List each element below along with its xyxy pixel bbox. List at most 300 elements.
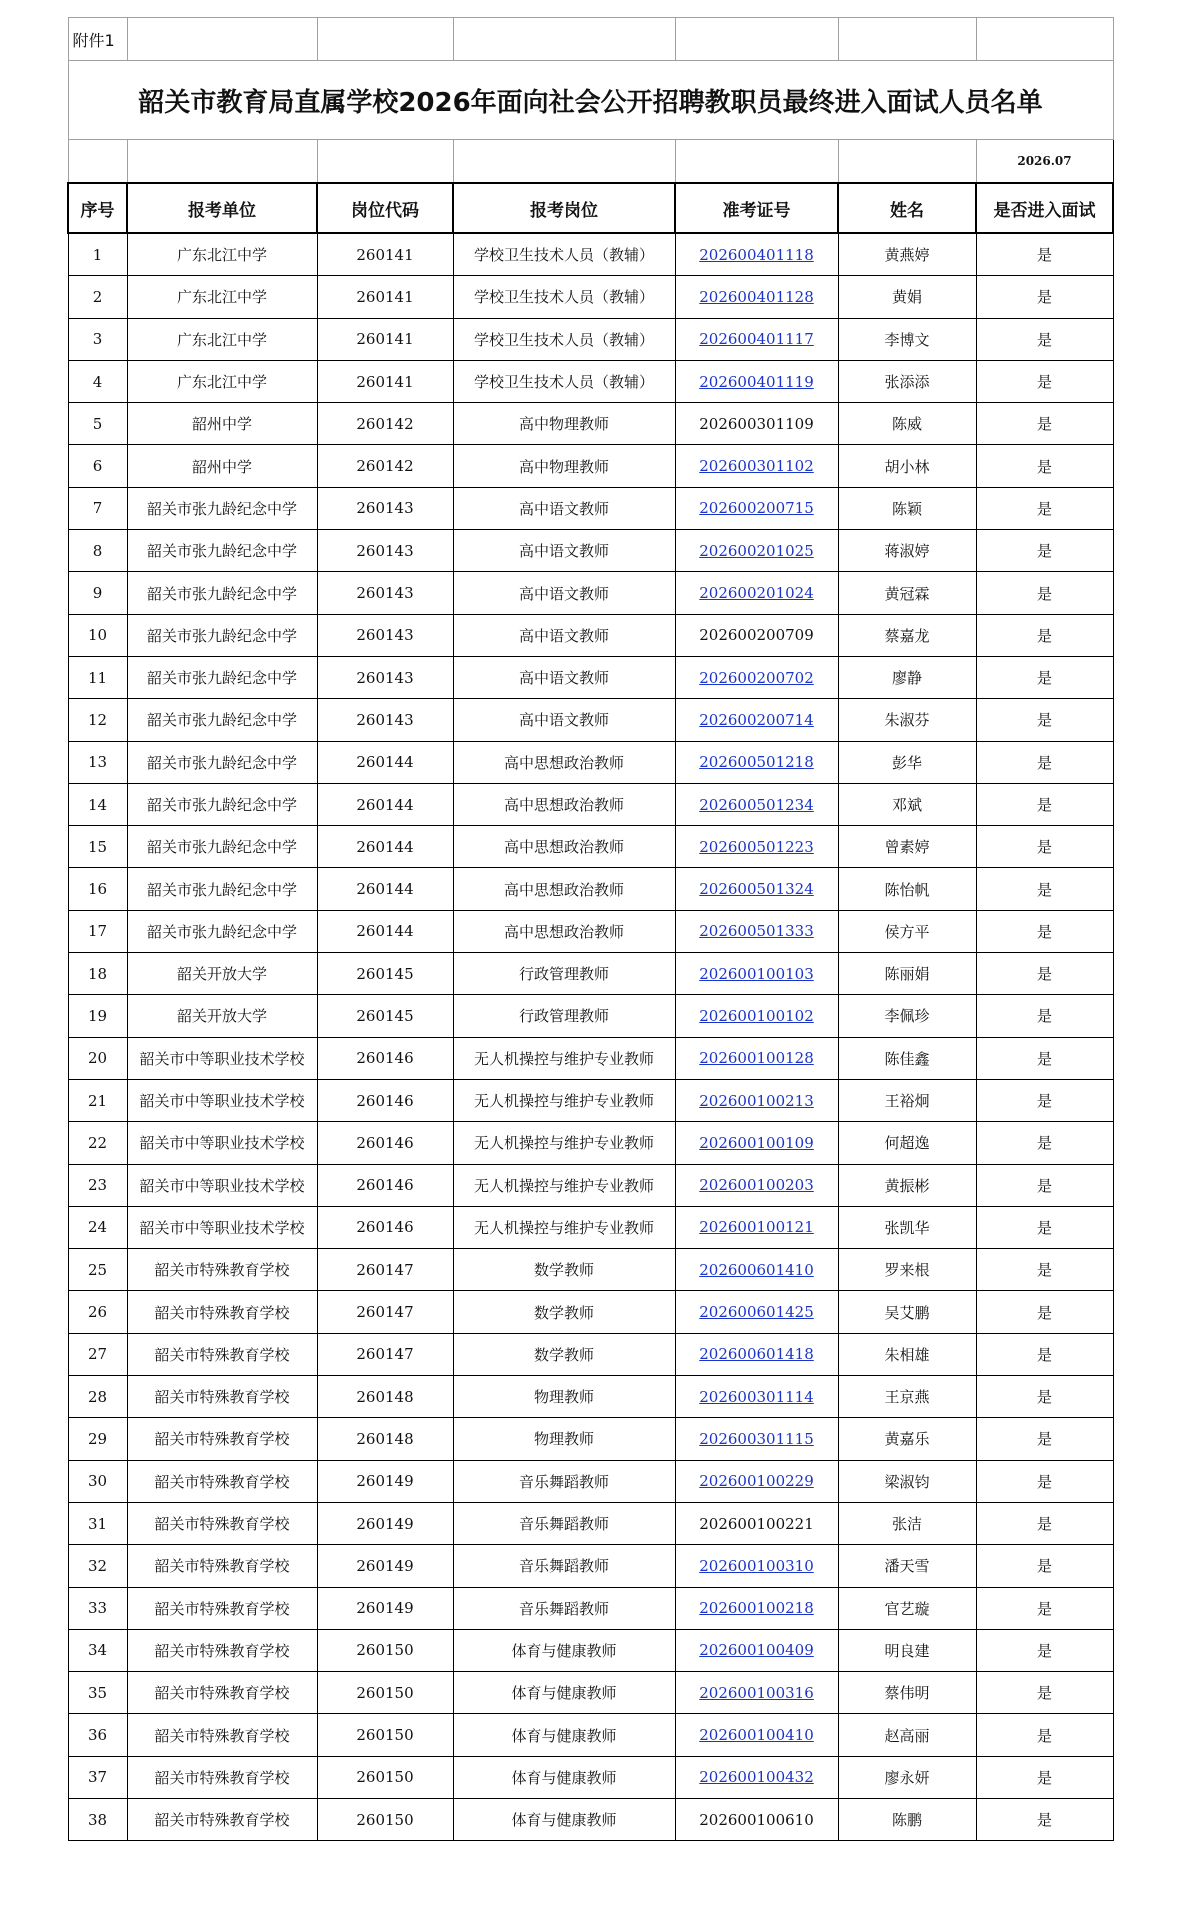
row-number-cell: 11 [68,656,127,698]
name-cell: 吴艾鹏 [838,1291,976,1333]
table-row [68,1037,1113,1079]
name-cell: 陈威 [838,403,976,445]
interview-status-cell: 是 [976,1079,1113,1121]
post-cell: 高中语文教师 [453,699,675,741]
ticket-number-cell [675,699,838,741]
table-row [68,403,1113,445]
ticket-number-link[interactable]: 202600100310 [699,1556,814,1575]
ticket-number-cell: 202600200709 [675,614,838,656]
table-row [68,741,1113,783]
unit-cell: 韶关市特殊教育学校 [127,1502,317,1544]
interview-status-cell: 是 [976,1122,1113,1164]
ticket-number-cell: 202600100610 [675,1798,838,1840]
ticket-number-link[interactable]: 202600601418 [699,1345,814,1364]
post-cell: 无人机操控与维护专业教师 [453,1079,675,1121]
row-number-cell: 12 [68,699,127,741]
empty-cell[interactable] [675,18,838,61]
post-code-cell: 260144 [317,783,453,825]
row-number-cell: 31 [68,1502,127,1544]
ticket-number-cell [675,826,838,868]
row-number-cell: 13 [68,741,127,783]
row-number-cell: 2 [68,276,127,318]
unit-cell: 韶关市张九龄纪念中学 [127,614,317,656]
post-code-cell: 260141 [317,360,453,402]
post-code-cell: 260147 [317,1333,453,1375]
name-cell: 邓斌 [838,783,976,825]
ticket-number-cell [675,910,838,952]
post-cell: 体育与健康教师 [453,1629,675,1671]
ticket-number-link[interactable]: 202600100213 [699,1091,814,1110]
post-cell: 无人机操控与维护专业教师 [453,1122,675,1164]
interview-status-cell: 是 [976,783,1113,825]
ticket-number-link[interactable]: 202600501223 [699,837,814,856]
post-cell: 高中思想政治教师 [453,868,675,910]
post-cell: 体育与健康教师 [453,1714,675,1756]
post-code-cell: 260143 [317,487,453,529]
unit-cell: 韶关市张九龄纪念中学 [127,783,317,825]
post-code-cell: 260148 [317,1418,453,1460]
ticket-number-cell [675,1291,838,1333]
table-row [68,572,1113,614]
unit-cell: 韶关市张九龄纪念中学 [127,530,317,572]
unit-cell: 韶关市张九龄纪念中学 [127,741,317,783]
name-cell: 王裕炯 [838,1079,976,1121]
post-code-cell: 260141 [317,318,453,360]
unit-cell: 韶关市特殊教育学校 [127,1587,317,1629]
publish-date: 2026.07 [976,140,1113,184]
ticket-number-cell [675,1206,838,1248]
name-cell: 张添添 [838,360,976,402]
post-code-cell: 260145 [317,953,453,995]
ticket-number-link[interactable]: 202600401119 [699,372,814,391]
post-code-cell: 260143 [317,656,453,698]
name-cell: 彭华 [838,741,976,783]
post-code-cell: 260148 [317,1376,453,1418]
unit-cell: 广东北江中学 [127,360,317,402]
post-cell: 学校卫生技术人员（教辅） [453,360,675,402]
row-number-cell: 14 [68,783,127,825]
ticket-number-link[interactable]: 202600301102 [699,457,814,476]
table-row [68,1376,1113,1418]
post-code-cell: 260146 [317,1164,453,1206]
ticket-number-link[interactable]: 202600100409 [699,1641,814,1660]
ticket-number-cell [675,868,838,910]
ticket-number-link[interactable]: 202600200714 [699,710,814,729]
table-row [68,233,1113,276]
unit-cell: 韶关市张九龄纪念中学 [127,910,317,952]
ticket-number-cell [675,1376,838,1418]
table-row [68,360,1113,402]
unit-cell: 韶关市张九龄纪念中学 [127,699,317,741]
empty-cell[interactable] [453,18,675,61]
row-number-cell: 20 [68,1037,127,1079]
unit-cell: 韶州中学 [127,445,317,487]
post-code-cell: 260143 [317,572,453,614]
name-cell: 曾素婷 [838,826,976,868]
ticket-number-cell [675,1333,838,1375]
ticket-number-link[interactable]: 202600401117 [699,330,814,349]
empty-cell[interactable] [838,140,976,184]
ticket-number-cell [675,1249,838,1291]
interview-status-cell: 是 [976,1376,1113,1418]
table-row [68,783,1113,825]
name-cell: 黄娟 [838,276,976,318]
interview-status-cell: 是 [976,318,1113,360]
ticket-number-link[interactable]: 202600501324 [699,880,814,899]
unit-cell: 韶关市特殊教育学校 [127,1672,317,1714]
interview-status-cell: 是 [976,1333,1113,1375]
name-cell: 赵高丽 [838,1714,976,1756]
table-row [68,1545,1113,1587]
ticket-number-link[interactable]: 202600601425 [699,1303,814,1322]
table-row [68,1587,1113,1629]
ticket-number-link[interactable]: 202600100316 [699,1683,814,1702]
row-number-cell: 37 [68,1756,127,1798]
interview-status-cell: 是 [976,995,1113,1037]
post-cell: 高中语文教师 [453,614,675,656]
row-number-cell: 10 [68,614,127,656]
post-code-cell: 260147 [317,1291,453,1333]
post-cell: 无人机操控与维护专业教师 [453,1037,675,1079]
post-cell: 高中思想政治教师 [453,783,675,825]
post-code-cell: 260142 [317,403,453,445]
post-code-cell: 260150 [317,1672,453,1714]
interview-status-cell: 是 [976,614,1113,656]
interview-status-cell: 是 [976,1714,1113,1756]
post-code-cell: 260146 [317,1037,453,1079]
interview-status-cell: 是 [976,1249,1113,1291]
unit-cell: 韶关市张九龄纪念中学 [127,572,317,614]
row-number-cell: 8 [68,530,127,572]
interview-status-cell: 是 [976,868,1113,910]
ticket-number-cell [675,783,838,825]
name-cell: 胡小林 [838,445,976,487]
post-cell: 物理教师 [453,1376,675,1418]
unit-cell: 韶关市特殊教育学校 [127,1714,317,1756]
row-number-cell: 1 [68,233,127,276]
table-row [68,868,1113,910]
ticket-number-cell [675,318,838,360]
interview-status-cell: 是 [976,1037,1113,1079]
ticket-number-cell [675,1672,838,1714]
ticket-number-link[interactable]: 202600200715 [699,499,814,518]
row-number-cell: 34 [68,1629,127,1671]
post-code-cell: 260145 [317,995,453,1037]
ticket-number-link[interactable]: 202600201025 [699,541,814,560]
name-cell: 侯方平 [838,910,976,952]
name-cell: 黄燕婷 [838,233,976,276]
post-cell: 学校卫生技术人员（教辅） [453,233,675,276]
unit-cell: 广东北江中学 [127,233,317,276]
post-code-cell: 260149 [317,1502,453,1544]
unit-cell: 韶关市张九龄纪念中学 [127,826,317,868]
interview-status-cell: 是 [976,1672,1113,1714]
table-row [68,699,1113,741]
ticket-number-cell [675,1418,838,1460]
table-body [68,233,1113,1841]
table-row [68,1418,1113,1460]
post-code-cell: 260150 [317,1798,453,1840]
name-cell: 张洁 [838,1502,976,1544]
ticket-number-cell [675,487,838,529]
post-code-cell: 260141 [317,276,453,318]
name-cell: 陈丽娟 [838,953,976,995]
ticket-number-link[interactable]: 202600100410 [699,1726,814,1745]
ticket-number-cell [675,530,838,572]
post-code-cell: 260150 [317,1756,453,1798]
interview-status-cell: 是 [976,953,1113,995]
name-cell: 朱淑芬 [838,699,976,741]
empty-cell[interactable] [127,140,317,184]
ticket-number-link[interactable]: 202600100218 [699,1599,814,1618]
ticket-number-cell [675,953,838,995]
page-title: 韶关市教育局直属学校2026年面向社会公开招聘教职员最终进入面试人员名单 [68,61,1113,140]
row-number-cell: 15 [68,826,127,868]
post-code-cell: 260143 [317,530,453,572]
table-row [68,1249,1113,1291]
row-number-cell: 30 [68,1460,127,1502]
ticket-number-cell [675,1460,838,1502]
post-cell: 高中语文教师 [453,656,675,698]
table-row [68,1079,1113,1121]
row-number-cell: 24 [68,1206,127,1248]
post-cell: 体育与健康教师 [453,1756,675,1798]
interview-status-cell: 是 [976,1629,1113,1671]
ticket-number-cell [675,276,838,318]
interview-status-cell: 是 [976,1502,1113,1544]
post-code-cell: 260144 [317,910,453,952]
post-cell: 数学教师 [453,1291,675,1333]
post-cell: 音乐舞蹈教师 [453,1460,675,1502]
name-cell: 陈颖 [838,487,976,529]
row-number-cell: 18 [68,953,127,995]
table-row [68,1333,1113,1375]
row-number-cell: 29 [68,1418,127,1460]
ticket-number-link[interactable]: 202600501333 [699,922,814,941]
post-cell: 高中思想政治教师 [453,826,675,868]
row-number-cell: 25 [68,1249,127,1291]
name-cell: 官艺璇 [838,1587,976,1629]
date-row [68,140,1113,184]
ticket-number-link[interactable]: 202600501234 [699,795,814,814]
ticket-number-link[interactable]: 202600100102 [699,1006,814,1025]
row-number-cell: 5 [68,403,127,445]
ticket-number-link[interactable]: 202600100229 [699,1472,814,1491]
ticket-number-cell [675,741,838,783]
ticket-number-link[interactable]: 202600200702 [699,668,814,687]
interview-status-cell: 是 [976,1460,1113,1502]
interview-status-cell: 是 [976,741,1113,783]
post-cell: 高中语文教师 [453,572,675,614]
unit-cell: 韶关开放大学 [127,953,317,995]
name-cell: 梁淑钧 [838,1460,976,1502]
column-header-no: 序号 [68,183,127,233]
empty-cell[interactable] [976,18,1113,61]
unit-cell: 韶关市特殊教育学校 [127,1629,317,1671]
ticket-number-link[interactable]: 202600100103 [699,964,814,983]
post-code-cell: 260141 [317,233,453,276]
ticket-number-cell [675,1122,838,1164]
post-code-cell: 260149 [317,1545,453,1587]
ticket-number-link[interactable]: 202600301114 [699,1387,814,1406]
name-cell: 黄振彬 [838,1164,976,1206]
empty-cell[interactable] [68,140,127,184]
table-row [68,995,1113,1037]
row-number-cell: 36 [68,1714,127,1756]
unit-cell: 韶关市中等职业技术学校 [127,1079,317,1121]
post-cell: 数学教师 [453,1249,675,1291]
table-row [68,1164,1113,1206]
interview-status-cell: 是 [976,1418,1113,1460]
post-cell: 无人机操控与维护专业教师 [453,1206,675,1248]
ticket-number-cell [675,1587,838,1629]
row-number-cell: 27 [68,1333,127,1375]
interview-status-cell: 是 [976,1164,1113,1206]
table-row [68,1798,1113,1840]
post-cell: 行政管理教师 [453,995,675,1037]
table-row [68,614,1113,656]
column-header-ticket: 准考证号 [675,183,838,233]
column-header-interview: 是否进入面试 [976,183,1113,233]
header-row [68,183,1113,233]
interview-status-cell: 是 [976,699,1113,741]
name-cell: 朱相雄 [838,1333,976,1375]
unit-cell: 韶关市特殊教育学校 [127,1756,317,1798]
interview-status-cell: 是 [976,1587,1113,1629]
post-code-cell: 260147 [317,1249,453,1291]
ticket-number-link[interactable]: 202600401128 [699,287,814,306]
post-cell: 物理教师 [453,1418,675,1460]
unit-cell: 韶关市特殊教育学校 [127,1460,317,1502]
post-cell: 无人机操控与维护专业教师 [453,1164,675,1206]
unit-cell: 韶关开放大学 [127,995,317,1037]
table-row [68,1629,1113,1671]
column-header-post: 报考岗位 [453,183,675,233]
table-row [68,826,1113,868]
row-number-cell: 6 [68,445,127,487]
post-code-cell: 260146 [317,1079,453,1121]
empty-cell[interactable] [317,140,453,184]
post-cell: 数学教师 [453,1333,675,1375]
name-cell: 黄嘉乐 [838,1418,976,1460]
attachment-row [68,18,1113,61]
ticket-number-link[interactable]: 202600601410 [699,1260,814,1279]
post-code-cell: 260149 [317,1587,453,1629]
interview-status-cell: 是 [976,1756,1113,1798]
ticket-number-cell [675,1079,838,1121]
post-cell: 体育与健康教师 [453,1798,675,1840]
table-row [68,318,1113,360]
table-row [68,1206,1113,1248]
post-code-cell: 260146 [317,1206,453,1248]
ticket-number-cell [675,1037,838,1079]
name-cell: 李博文 [838,318,976,360]
unit-cell: 韶关市特殊教育学校 [127,1249,317,1291]
interview-status-cell: 是 [976,826,1113,868]
table-row [68,1756,1113,1798]
row-number-cell: 3 [68,318,127,360]
table-row [68,1122,1113,1164]
unit-cell: 韶关市特殊教育学校 [127,1545,317,1587]
ticket-number-link[interactable]: 202600100432 [699,1768,814,1787]
name-cell: 陈怡帆 [838,868,976,910]
interview-status-cell: 是 [976,530,1113,572]
ticket-number-link[interactable]: 202600100121 [699,1218,814,1237]
interview-status-cell: 是 [976,1798,1113,1840]
table-row [68,1291,1113,1333]
row-number-cell: 38 [68,1798,127,1840]
empty-cell[interactable] [317,18,453,61]
column-header-code: 岗位代码 [317,183,453,233]
ticket-number-link[interactable]: 202600401118 [699,245,814,264]
interview-status-cell: 是 [976,1545,1113,1587]
post-cell: 音乐舞蹈教师 [453,1545,675,1587]
ticket-number-cell [675,1714,838,1756]
ticket-number-link[interactable]: 202600501218 [699,753,814,772]
table-row [68,656,1113,698]
ticket-number-link[interactable]: 202600301115 [699,1429,814,1448]
interview-status-cell: 是 [976,403,1113,445]
table-row [68,530,1113,572]
candidate-list-table [67,17,1114,1841]
ticket-number-cell: 202600100221 [675,1502,838,1544]
name-cell: 李佩珍 [838,995,976,1037]
interview-status-cell: 是 [976,1206,1113,1248]
post-code-cell: 260150 [317,1629,453,1671]
post-cell: 体育与健康教师 [453,1672,675,1714]
ticket-number-link[interactable]: 202600201024 [699,584,814,603]
post-cell: 学校卫生技术人员（教辅） [453,318,675,360]
empty-cell[interactable] [838,18,976,61]
row-number-cell: 22 [68,1122,127,1164]
ticket-number-cell [675,360,838,402]
row-number-cell: 7 [68,487,127,529]
name-cell: 明良建 [838,1629,976,1671]
ticket-number-link[interactable]: 202600100203 [699,1176,814,1195]
post-code-cell: 260142 [317,445,453,487]
name-cell: 黄冠霖 [838,572,976,614]
interview-status-cell: 是 [976,487,1113,529]
table-row [68,276,1113,318]
interview-status-cell: 是 [976,276,1113,318]
name-cell: 廖永妍 [838,1756,976,1798]
unit-cell: 韶关市特殊教育学校 [127,1418,317,1460]
table-row [68,445,1113,487]
post-cell: 高中思想政治教师 [453,910,675,952]
ticket-number-cell [675,1629,838,1671]
post-code-cell: 260149 [317,1460,453,1502]
empty-cell[interactable] [453,140,675,184]
name-cell: 张凯华 [838,1206,976,1248]
post-code-cell: 260150 [317,1714,453,1756]
ticket-number-link[interactable]: 202600100109 [699,1133,814,1152]
name-cell: 陈佳鑫 [838,1037,976,1079]
interview-status-cell: 是 [976,445,1113,487]
row-number-cell: 32 [68,1545,127,1587]
post-cell: 音乐舞蹈教师 [453,1502,675,1544]
post-cell: 高中物理教师 [453,403,675,445]
post-code-cell: 260144 [317,868,453,910]
post-code-cell: 260144 [317,826,453,868]
empty-cell[interactable] [127,18,317,61]
table-row [68,1460,1113,1502]
table-row [68,953,1113,995]
column-header-unit: 报考单位 [127,183,317,233]
row-number-cell: 17 [68,910,127,952]
post-code-cell: 260143 [317,699,453,741]
empty-cell[interactable] [675,140,838,184]
ticket-number-link[interactable]: 202600100128 [699,1049,814,1068]
